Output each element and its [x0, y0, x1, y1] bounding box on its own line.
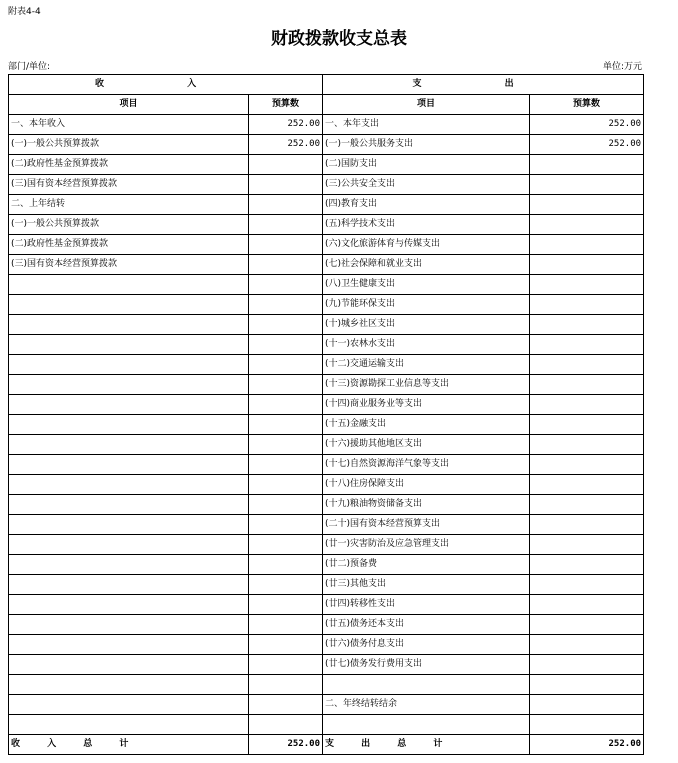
expense-value-cell	[530, 255, 644, 275]
expense-item-cell: 一、本年支出	[323, 115, 530, 135]
income-item-cell	[9, 315, 249, 335]
expense-item-cell: (十二)交通运输支出	[323, 355, 530, 375]
expense-value-cell	[530, 415, 644, 435]
income-value-cell	[249, 435, 323, 455]
expense-item-cell: (一)一般公共服务支出	[323, 135, 530, 155]
income-item-cell	[9, 355, 249, 375]
income-value-cell	[249, 355, 323, 375]
budget-summary-table	[8, 74, 644, 755]
income-value-cell	[249, 715, 323, 735]
table-row	[9, 715, 644, 735]
income-item-cell	[9, 455, 249, 475]
expense-item-cell: 二、年终结转结余	[323, 695, 530, 715]
income-value-cell	[249, 555, 323, 575]
expense-value-cell	[530, 395, 644, 415]
expense-item-cell: (十一)农林水支出	[323, 335, 530, 355]
expense-total-label: 支 出 总 计	[323, 735, 530, 755]
expense-value-cell	[530, 715, 644, 735]
expense-item-cell: (四)教育支出	[323, 195, 530, 215]
expense-item-cell: (十三)资源勘探工业信息等支出	[323, 375, 530, 395]
table-row	[9, 115, 644, 135]
income-item-cell	[9, 695, 249, 715]
income-total-value: 252.00	[249, 735, 323, 755]
income-item-header: 项目	[9, 95, 249, 115]
expense-item-cell	[323, 715, 530, 735]
income-item-cell	[9, 415, 249, 435]
income-value-cell	[249, 475, 323, 495]
income-item-cell	[9, 635, 249, 655]
expense-item-cell: (二)国防支出	[323, 155, 530, 175]
income-item-cell: (一)一般公共预算拨款	[9, 135, 249, 155]
income-value-cell	[249, 175, 323, 195]
table-row	[9, 395, 644, 415]
table-row	[9, 595, 644, 615]
income-value-cell	[249, 655, 323, 675]
income-value-cell: 252.00	[249, 135, 323, 155]
expense-value-cell	[530, 575, 644, 595]
expense-value-cell	[530, 155, 644, 175]
income-item-cell	[9, 395, 249, 415]
income-total-label: 收 入 总 计	[9, 735, 249, 755]
expense-item-cell: (廿六)债务付息支出	[323, 635, 530, 655]
table-row	[9, 435, 644, 455]
expense-value-cell	[530, 695, 644, 715]
income-value-cell	[249, 275, 323, 295]
page-title: 财政拨款收支总表	[271, 29, 407, 49]
table-row	[9, 255, 644, 275]
expense-value-cell	[530, 275, 644, 295]
expense-item-cell: (十四)商业服务业等支出	[323, 395, 530, 415]
table-row	[9, 575, 644, 595]
expense-value-cell	[530, 355, 644, 375]
income-item-cell	[9, 675, 249, 695]
expense-section-header: 支 出	[323, 75, 644, 95]
expense-value-cell	[530, 375, 644, 395]
table-row	[9, 375, 644, 395]
expense-value-cell	[530, 615, 644, 635]
table-row	[9, 195, 644, 215]
table-body	[9, 75, 644, 755]
expense-value-cell	[530, 655, 644, 675]
income-budget-header: 预算数	[249, 95, 323, 115]
table-row	[9, 615, 644, 635]
income-item-cell	[9, 595, 249, 615]
expense-value-cell	[530, 495, 644, 515]
attachment-label: 附表4-4	[8, 7, 41, 17]
expense-item-cell: (廿五)债务还本支出	[323, 615, 530, 635]
unit-label: 单位:万元	[602, 62, 642, 72]
expense-value-cell	[530, 235, 644, 255]
income-item-cell	[9, 335, 249, 355]
expense-item-cell: (六)文化旅游体育与传媒支出	[323, 235, 530, 255]
expense-value-cell	[530, 635, 644, 655]
income-item-cell: (三)国有资本经营预算拨款	[9, 175, 249, 195]
income-item-cell	[9, 715, 249, 735]
table-row	[9, 675, 644, 695]
expense-item-cell: (十六)援助其他地区支出	[323, 435, 530, 455]
expense-item-cell: (八)卫生健康支出	[323, 275, 530, 295]
expense-item-cell: (十七)自然资源海洋气象等支出	[323, 455, 530, 475]
expense-item-cell: (廿三)其他支出	[323, 575, 530, 595]
income-value-cell	[249, 495, 323, 515]
expense-item-cell: (二十)国有资本经营预算支出	[323, 515, 530, 535]
expense-value-cell	[530, 515, 644, 535]
expense-item-cell: (五)科学技术支出	[323, 215, 530, 235]
income-value-cell	[249, 515, 323, 535]
expense-item-cell: (廿七)债务发行费用支出	[323, 655, 530, 675]
income-item-cell: (三)国有资本经营预算拨款	[9, 255, 249, 275]
income-value-cell	[249, 695, 323, 715]
income-value-cell	[249, 415, 323, 435]
income-item-cell	[9, 275, 249, 295]
income-value-cell	[249, 615, 323, 635]
table-row	[9, 335, 644, 355]
table-row	[9, 535, 644, 555]
income-value-cell	[249, 235, 323, 255]
income-value-cell	[249, 395, 323, 415]
table-row	[9, 515, 644, 535]
table-row	[9, 235, 644, 255]
expense-total-value: 252.00	[530, 735, 644, 755]
income-item-cell: (二)政府性基金预算拨款	[9, 155, 249, 175]
income-value-cell	[249, 315, 323, 335]
expense-value-cell	[530, 595, 644, 615]
income-value-cell	[249, 575, 323, 595]
expense-value-cell	[530, 315, 644, 335]
income-item-cell: (二)政府性基金预算拨款	[9, 235, 249, 255]
table-row	[9, 415, 644, 435]
table-row	[9, 555, 644, 575]
expense-item-cell: (廿二)预备费	[323, 555, 530, 575]
income-value-cell	[249, 375, 323, 395]
income-item-cell	[9, 515, 249, 535]
table-row	[9, 655, 644, 675]
expense-value-cell: 252.00	[530, 135, 644, 155]
expense-item-cell	[323, 675, 530, 695]
income-item-cell	[9, 375, 249, 395]
income-item-cell	[9, 655, 249, 675]
income-value-cell	[249, 675, 323, 695]
column-header-row	[9, 95, 644, 115]
expense-item-cell: (廿一)灾害防治及应急管理支出	[323, 535, 530, 555]
table-row	[9, 155, 644, 175]
expense-value-cell	[530, 195, 644, 215]
expense-value-cell	[530, 555, 644, 575]
income-value-cell	[249, 335, 323, 355]
table-row	[9, 695, 644, 715]
table-row	[9, 215, 644, 235]
expense-value-cell	[530, 675, 644, 695]
total-row	[9, 735, 644, 755]
table-row	[9, 175, 644, 195]
expense-item-cell: (三)公共安全支出	[323, 175, 530, 195]
table-row	[9, 135, 644, 155]
income-value-cell	[249, 635, 323, 655]
table-row	[9, 355, 644, 375]
expense-item-cell: (十)城乡社区支出	[323, 315, 530, 335]
expense-budget-header: 预算数	[530, 95, 644, 115]
expense-item-cell: (十五)金融支出	[323, 415, 530, 435]
expense-value-cell	[530, 295, 644, 315]
expense-value-cell	[530, 535, 644, 555]
table-row	[9, 275, 644, 295]
income-item-cell	[9, 535, 249, 555]
table-row	[9, 495, 644, 515]
income-item-cell	[9, 615, 249, 635]
expense-value-cell	[530, 475, 644, 495]
department-label: 部门/单位:	[8, 62, 51, 72]
income-item-cell	[9, 295, 249, 315]
expense-item-cell: (九)节能环保支出	[323, 295, 530, 315]
income-value-cell	[249, 295, 323, 315]
expense-value-cell	[530, 435, 644, 455]
table-row	[9, 295, 644, 315]
expense-value-cell	[530, 455, 644, 475]
income-item-cell: 二、上年结转	[9, 195, 249, 215]
table-row	[9, 315, 644, 335]
income-value-cell	[249, 595, 323, 615]
expense-item-cell: (十八)住房保障支出	[323, 475, 530, 495]
income-item-cell	[9, 495, 249, 515]
expense-item-header: 项目	[323, 95, 530, 115]
table-row	[9, 475, 644, 495]
expense-value-cell	[530, 215, 644, 235]
income-value-cell	[249, 155, 323, 175]
income-value-cell	[249, 255, 323, 275]
income-value-cell	[249, 215, 323, 235]
income-item-cell	[9, 575, 249, 595]
table-row	[9, 455, 644, 475]
income-item-cell	[9, 475, 249, 495]
income-value-cell: 252.00	[249, 115, 323, 135]
expense-item-cell: (廿四)转移性支出	[323, 595, 530, 615]
income-item-cell	[9, 435, 249, 455]
expense-value-cell	[530, 335, 644, 355]
income-value-cell	[249, 535, 323, 555]
table-row	[9, 635, 644, 655]
income-value-cell	[249, 195, 323, 215]
income-section-header: 收 入	[9, 75, 323, 95]
income-value-cell	[249, 455, 323, 475]
income-item-cell	[9, 555, 249, 575]
section-header-row	[9, 75, 644, 95]
expense-value-cell	[530, 175, 644, 195]
expense-item-cell: (十九)粮油物资储备支出	[323, 495, 530, 515]
income-item-cell: (一)一般公共预算拨款	[9, 215, 249, 235]
expense-value-cell: 252.00	[530, 115, 644, 135]
income-item-cell: 一、本年收入	[9, 115, 249, 135]
expense-item-cell: (七)社会保障和就业支出	[323, 255, 530, 275]
